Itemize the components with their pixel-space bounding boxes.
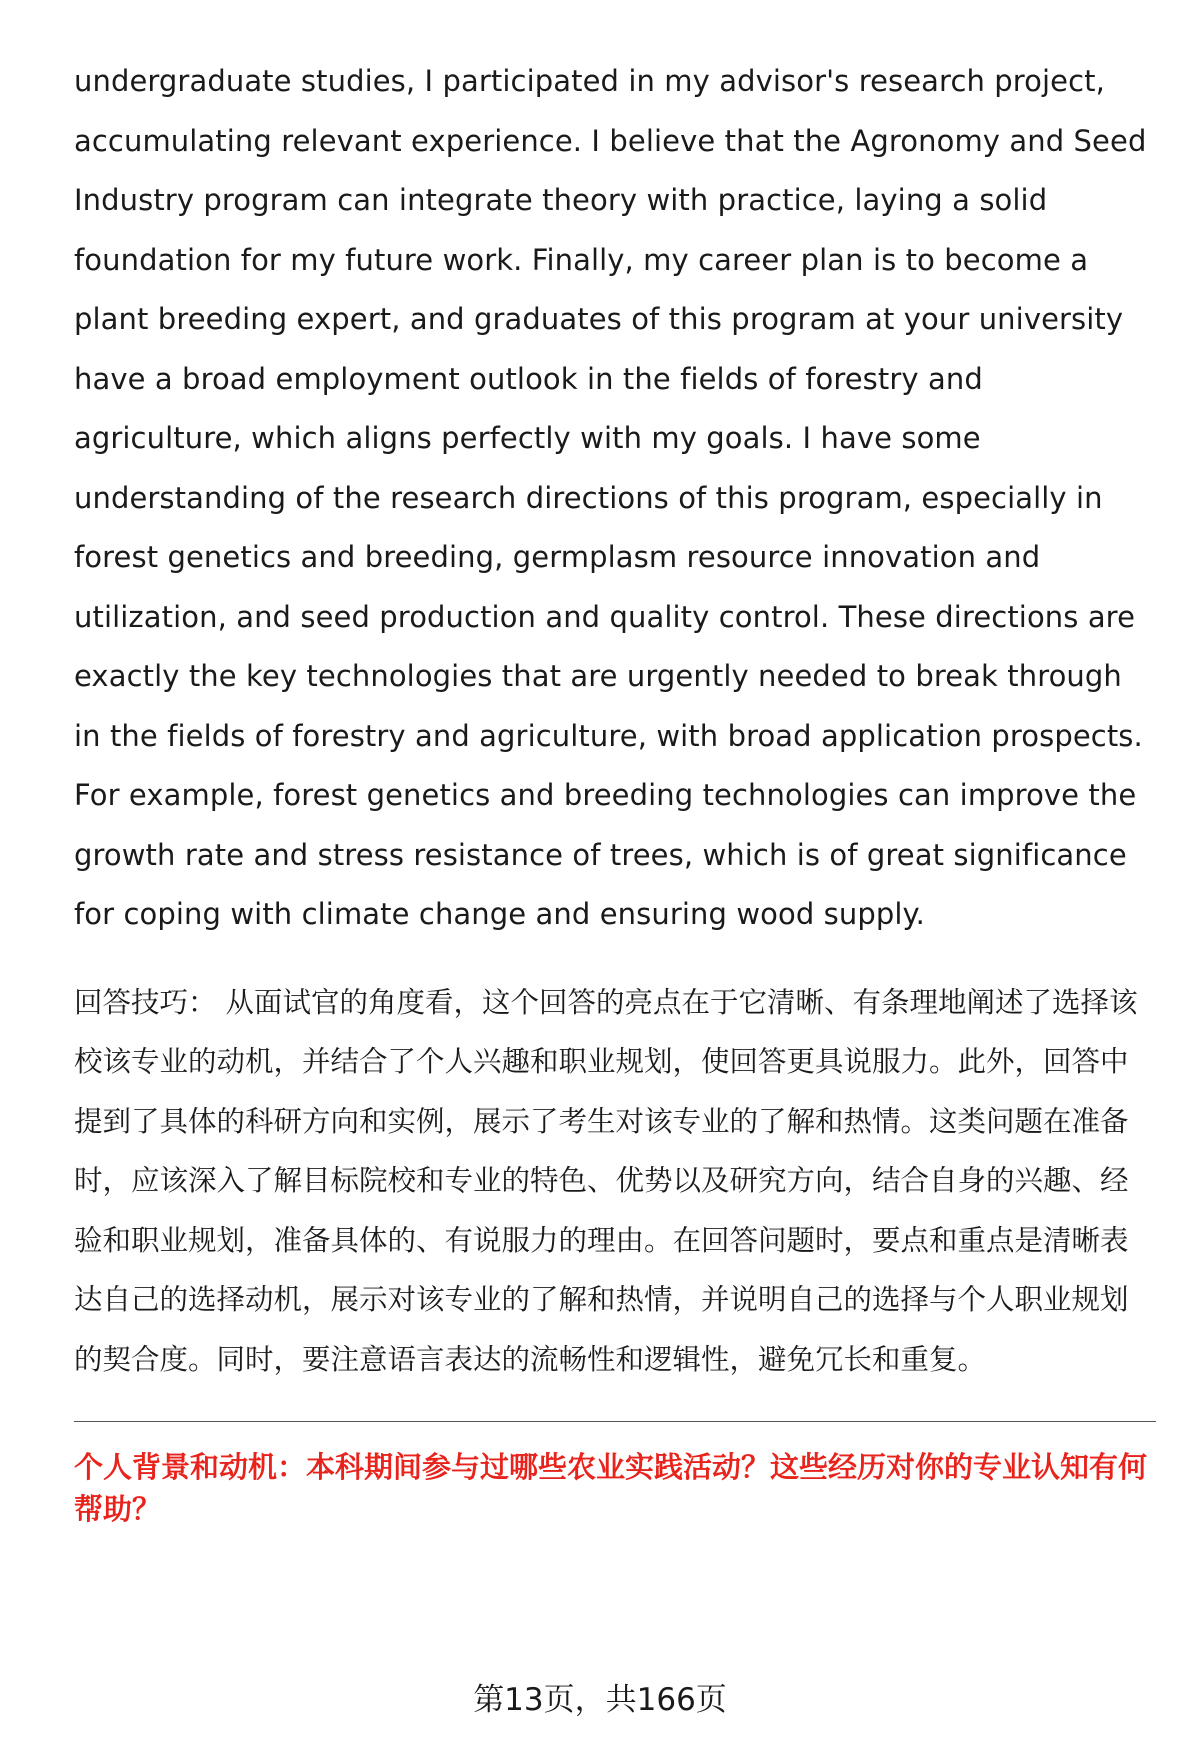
answer-tip-paragraph: 回答技巧： 从面试官的角度看，这个回答的亮点在于它清晰、有条理地阐述了选择该校该专业的动机，并结合了个人兴趣和职业规划，使回答更具说服力。此外，回答中提到了具体的科研方向和实例，展示了考生对该专业的了解和热情。这类问题在准备时，应该深入了解目标院校和专业的特色、优势以及研究方向，结合自身的兴趣、经验和职业规划，准备具体的、有说服力的理由。在回答问题时，要点和重点是清晰表达自己的选择动机，展示对该专业的了解和热情，并说明自己的选择与个人职业规划的契合度。同时，要注意语言表达的流畅性和逻辑性，避免冗长和重复。 — [74, 985, 1138, 1376]
document-page — [74, 52, 1154, 1530]
page-number-footer: 第13页，共166页 — [473, 1682, 727, 1718]
next-question-heading: 个人背景和动机：本科期间参与过哪些农业实践活动？这些经历对你的专业认知有何帮助？ — [74, 1450, 1148, 1526]
answer-paragraph-english: undergraduate studies, I participated in my advisor's research project, accumulating relevant experience. I believe that the Agronomy and Seed Industry program can integrate theory with practice, laying a solid foundation for my future work. Finally, my career plan is to become a plant breeding expert, and graduates of this program at your university have a broad employment outlook in the fields of forestry and agriculture, which aligns perfectly with my goals. I have some understanding of the research directions of this program, especially in forest genetics and breeding, germplasm resource innovation and utilization, and seed production and quality control. These directions are exactly the key technologies that are urgently needed to break through in the fields of forestry and agriculture, with broad application prospects. For example, forest genetics and breeding technologies can improve the growth rate and stress resistance of trees, which is of great significance for coping with climate change and ensuring wood supply. — [74, 64, 1147, 931]
section-divider — [74, 1421, 1156, 1422]
